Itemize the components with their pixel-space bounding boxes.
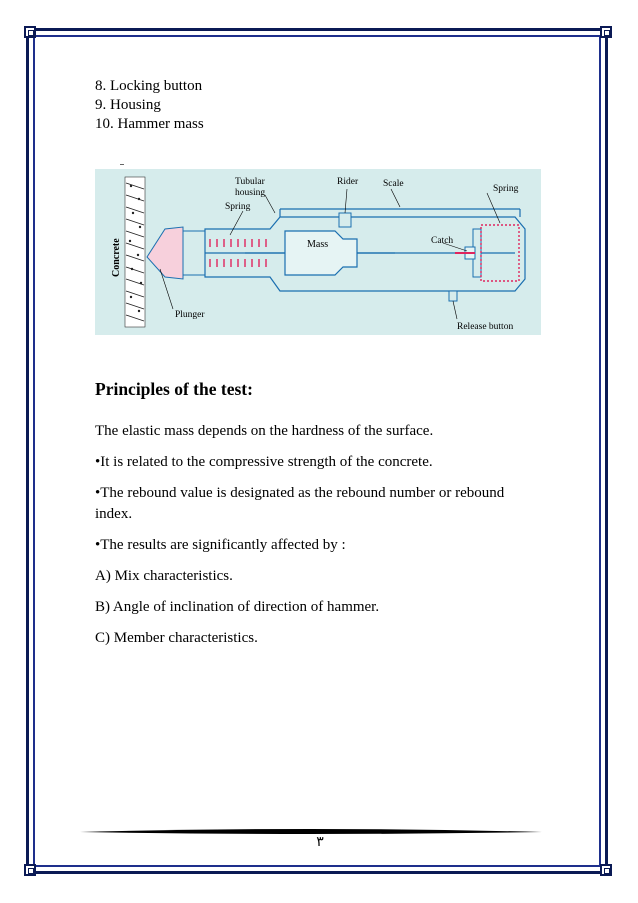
rider-label: Rider [337,177,359,187]
tubular-housing-label-line2: housing [235,188,266,198]
scale-label: Scale [383,179,404,189]
paragraph: •It is related to the compressive strength of the concrete. [95,454,433,470]
section-heading: Principles of the test: [95,379,253,399]
tubular-housing-label: Tubular [235,177,265,187]
concrete-label: Concrete [111,238,122,277]
spring-right-label: Spring [493,184,519,194]
paragraph: •The results are significantly affected by : [95,537,346,553]
rebound-hammer-diagram [95,169,541,335]
paragraph: B) Angle of inclination of direction of hammer. [95,599,380,615]
hammer-mass [285,231,357,275]
component-list [95,77,204,134]
page-number: ٣ [316,835,324,850]
catch-label: Catch [431,236,454,246]
mass-label: Mass [307,239,329,250]
plunger-label: Plunger [175,310,205,320]
border-corner-ornament [600,864,612,876]
release-button [449,291,457,301]
release-button-label: Release button [457,322,514,332]
list-item: 8. Locking button [95,78,203,94]
border-corner-ornament [600,26,612,38]
border-corner-ornament [24,864,36,876]
list-item: 10. Hammer mass [95,116,204,132]
border-corner-ornament [24,26,36,38]
stray-mark [120,164,124,165]
catch-mechanism [455,229,481,277]
page-border-inner [33,35,601,867]
paragraph: •The rebound value is designated as the rebound number or rebound index. [95,485,505,522]
paragraph: C) Member characteristics. [95,630,258,646]
list-item: 9. Housing [95,97,161,113]
rider [339,213,351,227]
spring-left-label: Spring [225,202,251,212]
paragraph: The elastic mass depends on the hardness of the surface. [95,423,434,439]
paragraph: A) Mix characteristics. [95,568,233,584]
concrete-block [125,177,145,327]
